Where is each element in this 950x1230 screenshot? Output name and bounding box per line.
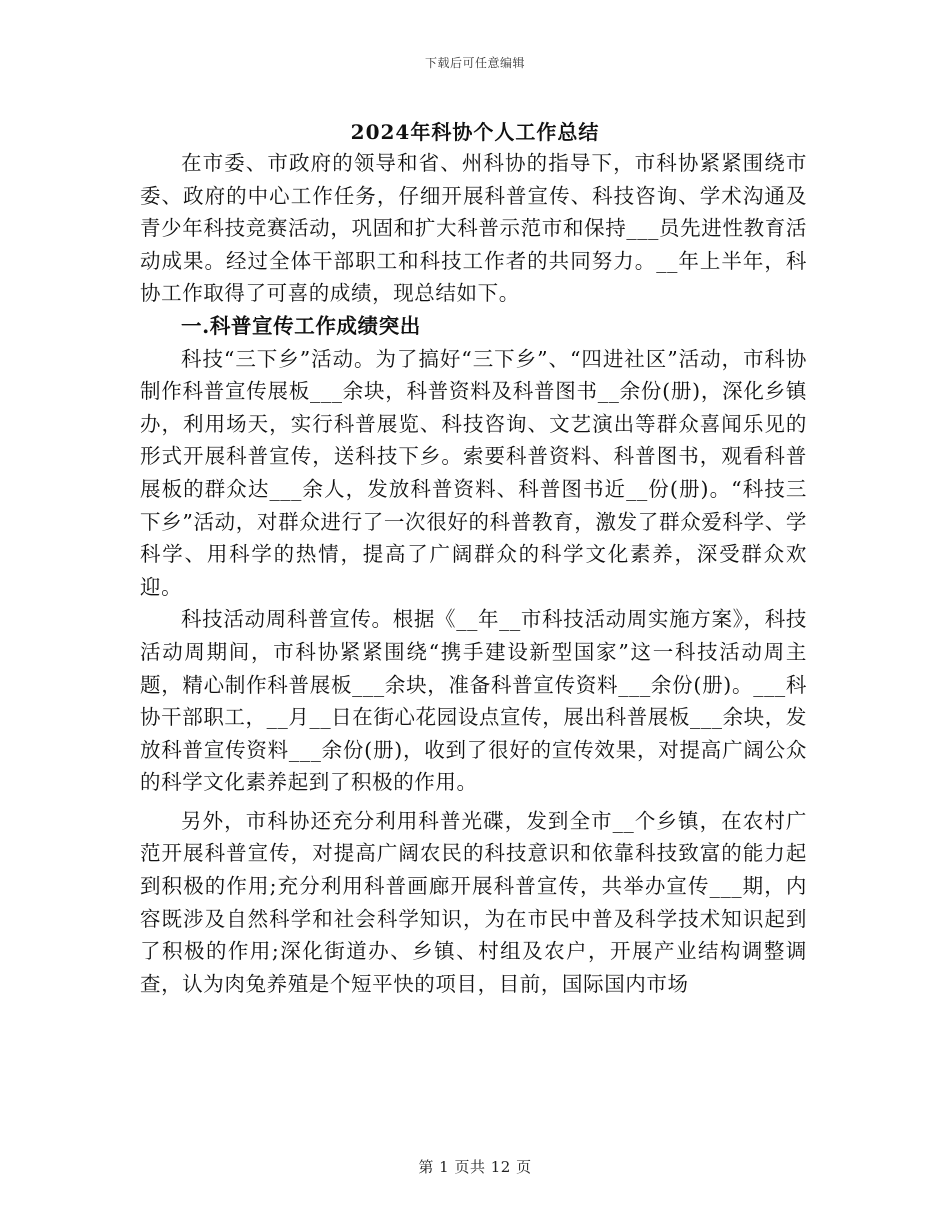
document-body <box>140 147 807 1000</box>
page-footer: 第 1 页共 12 页 <box>418 1158 532 1176</box>
intro-paragraph: 在市委、市政府的领导和省、州科协的指导下，市科协紧紧围绕市委、政府的中心工作任务，仔细开展科普宣传、科技咨询、学术沟通及青少年科技竞赛活动，巩固和扩大科普示范市和保持___员先进性教育活动成果。经过全体干部职工和科技工作者的共同努力。__年上半年，科协工作取得了可喜的成绩，现总结如下。 <box>140 151 807 306</box>
document-title: 2024年科协个人工作总结 <box>350 120 600 144</box>
body-paragraph: 另外，市科协还充分利用科普光碟，发到全市__个乡镇，在农村广范开展科普宣传，对提高广阔农民的科技意识和依靠科技致富的能力起到积极的作用;充分利用科普画廊开展科普宣传，共举办宣传___期，内容既涉及自然科学和社会科学知识，为在市民中普及科学技术知识起到了积极的作用;深化街道办、乡镇、村组及农户，开展产业结构调整调查，认为肉兔养殖是个短平快的项目，目前，国际国内市场 <box>140 808 807 996</box>
body-paragraph: 科技“三下乡”活动。为了搞好“三下乡”、“四进社区”活动，市科协制作科普宣传展板___余块，科普资料及科普图书__余份(册)，深化乡镇办，利用场天，实行科普展览、科技咨询、文艺演出等群众喜闻乐见的形式开展科普宣传，送科技下乡。索要科普资料、科普图书，观看科普展板的群众达___余人，发放科普资料、科普图书近__份(册)。“科技三下乡”活动，对群众进行了一次很好的科普教育，激发了群众爱科学、学科学、用科学的热情，提高了广阔群众的科学文化素养，深受群众欢迎。 <box>140 346 807 599</box>
header-note: 下载后可任意编辑 <box>424 56 525 70</box>
body-paragraph: 科技活动周科普宣传。根据《__年__市科技活动周实施方案》，科技活动周期间，市科协紧紧围绕“携手建设新型国家”这一科技活动周主题，精心制作科普展板___余块，准备科普宣传资料___余份(册)。___科协干部职工，__月__日在街心花园设点宣传，展出科普展板___余块，发放科普宣传资料___余份(册)，收到了很好的宣传效果，对提高广阔公众的科学文化素养起到了积极的作用。 <box>140 607 807 795</box>
section-heading: 一.科普宣传工作成绩突出 <box>181 313 421 338</box>
